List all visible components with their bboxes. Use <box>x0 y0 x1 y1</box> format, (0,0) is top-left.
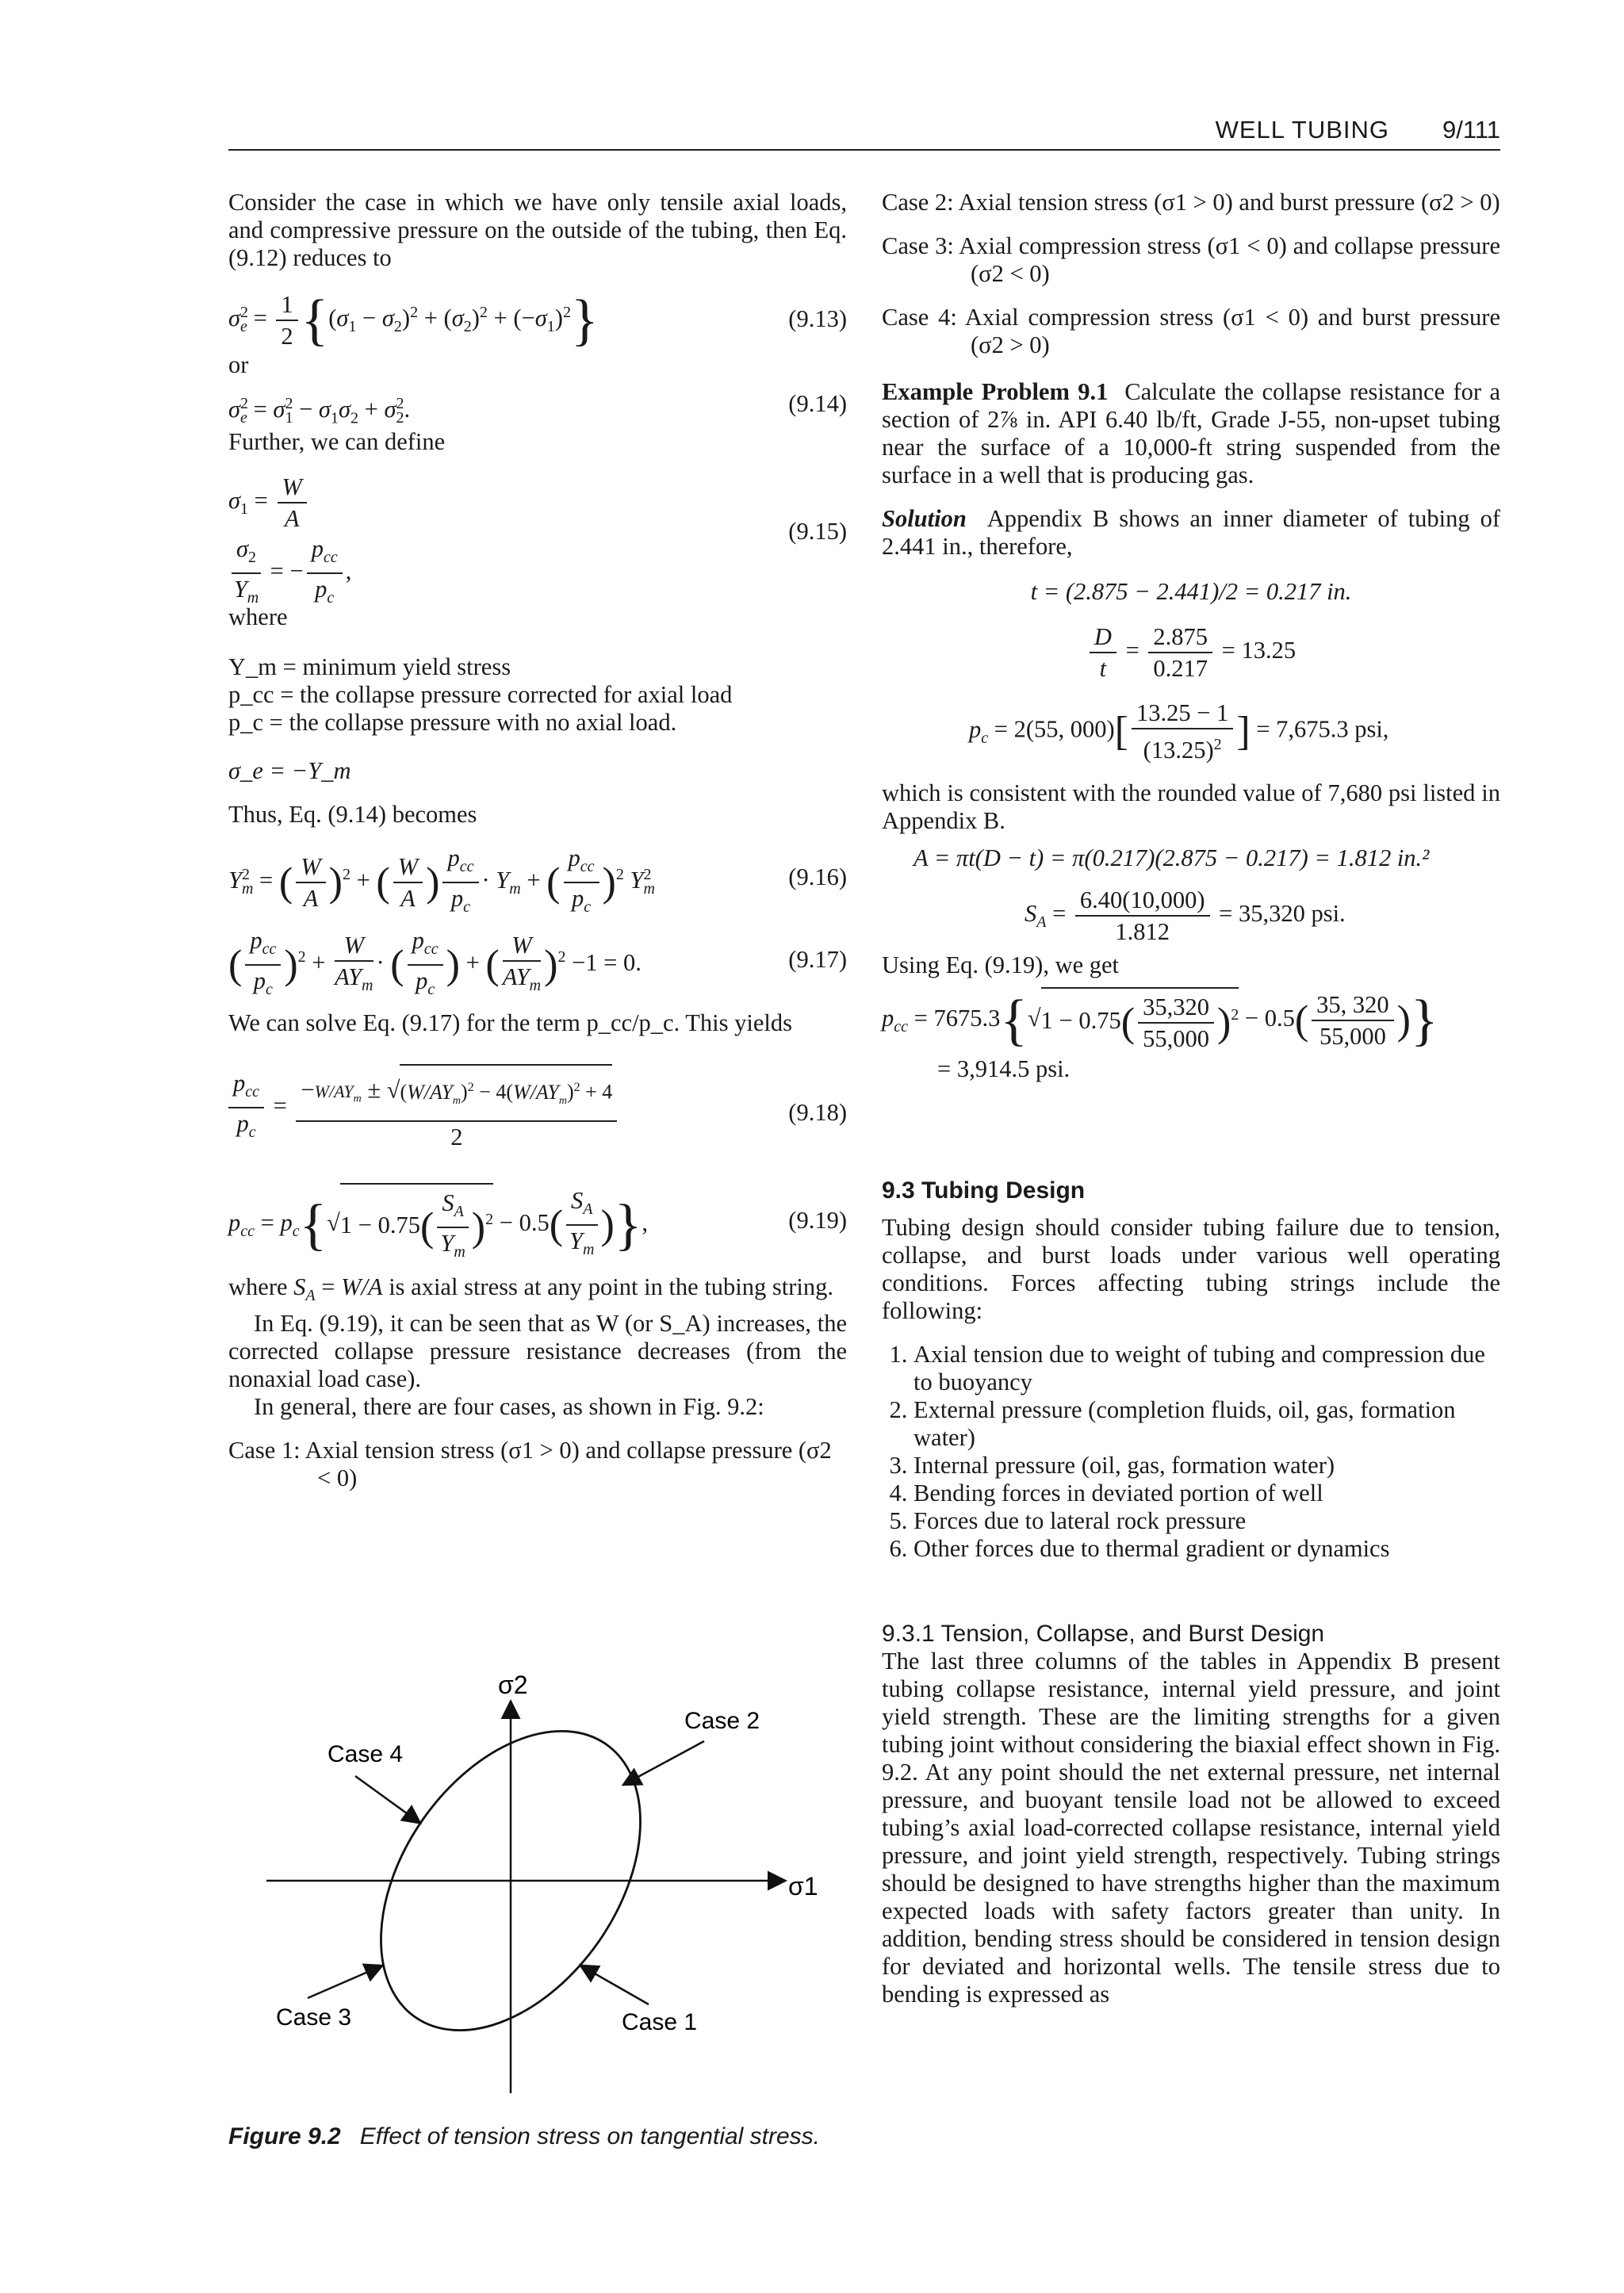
calc-pcc-result: = 3,914.5 psi. <box>937 1055 1071 1083</box>
list-item: 3. Internal pressure (oil, gas, formation water) <box>914 1452 1500 1480</box>
eq919-paragraph: In Eq. (9.19), it can be seen that as W (or S_A) increases, the corrected collapse pressure resistance decreases (from the nonaxial load case). <box>228 1310 847 1393</box>
calc-pcc: $p_{cc} = 7675.3\{√1 - 0.75$( $\frac{35,320}{55,000}$ )$^2$ − 0.5( $\frac{35, 320}{55,000}$ )} <box>882 988 1438 1053</box>
case-4-arrow <box>355 1776 419 1822</box>
stress-ellipse-diagram <box>228 1665 847 2109</box>
four-cases-paragraph: In general, there are four cases, as shown in Fig. 9.2: <box>254 1393 764 1421</box>
case-3-text: Case 3: Axial compression stress (σ1 < 0) and collapse pressure (σ2 < 0) <box>882 232 1500 287</box>
calc-sa: $S_A$ = $\frac{6.40(10,000)}{1.812}$ = 35,320 psi. <box>1025 886 1346 946</box>
case-3-arrow <box>308 1966 381 1998</box>
thus-text: Thus, Eq. (9.14) becomes <box>228 801 477 828</box>
where-text: where <box>228 603 288 630</box>
section-paragraph: Tubing design should consider tubing failure due to tension, collapse, and burst loads under various well operating conditions. Forces affecting tubing strings include the following: <box>882 1214 1500 1325</box>
definition-pc: p_c = the collapse pressure with no axial load. <box>228 709 677 736</box>
where-sa-rest: is axial stress at any point in the tubing string. <box>389 1273 833 1300</box>
case-3-label: Case 3 <box>276 2004 352 2031</box>
eq-label-9-18: (9.18) <box>788 1099 847 1126</box>
solution-paragraph <box>882 505 1500 561</box>
solution-label: Solution <box>882 505 967 532</box>
forces-list <box>882 1341 1500 1563</box>
example-text: Calculate the collapse resistance for a section of 2⅞ in. API 6.40 lb/ft, Grade J-55, non-upset tubing near the surface of a 10,000-ft string suspended from the surface in a well that is producing gas. <box>882 378 1500 488</box>
sigma1-label: σ1 <box>788 1872 818 1901</box>
right-column <box>882 189 1500 2008</box>
case-2-arrow <box>625 1741 704 1784</box>
example-problem <box>882 378 1500 489</box>
further-text: Further, we can define <box>228 428 446 455</box>
case-2-text: Case 2: Axial tension stress (σ1 > 0) and burst pressure (σ2 > 0) <box>882 189 1500 216</box>
figure-caption <box>228 2123 820 2150</box>
section-title: 9.3 Tubing Design <box>882 1177 1086 1204</box>
solution-text: Appendix B shows an inner diameter of tubing of 2.441 in., therefore, <box>882 505 1500 560</box>
calc-dt-value: = 13.25 <box>1221 637 1297 664</box>
left-column <box>228 189 847 1492</box>
definition-ym: Y_m = minimum yield stress <box>228 653 511 680</box>
equation-9-18: $\frac{p_{cc}}{p_c}$ = $\frac{-W/AY_m \pm √(W/AY_m)^2 - 4(W/AY_m)^2 + 4}{2}$ (9.18) <box>228 1064 847 1166</box>
equation-9-17: ( $\frac{p_{cc}}{p_c}$ )$^2$ + $\frac{W}{AY_m}$ · ( $\frac{p_{cc}}{p_c}$ ) + ( $\frac{W}{AY_m}$ )$^2$ −1 = 0. (9.17) <box>228 927 847 999</box>
figure-caption-text: Effect of tension stress on tangential stress. <box>359 2123 821 2149</box>
list-item: 5. Forces due to lateral rock pressure <box>914 1507 1500 1535</box>
case-4-text: Case 4: Axial compression stress (σ1 < 0) and burst pressure (σ2 > 0) <box>882 304 1500 358</box>
list-item: 6. Other forces due to thermal gradient or dynamics <box>914 1535 1500 1563</box>
equation-9-13: $\sigma^2_e$ = $\frac{1}{2}$ $\{(\sigma_1 - \sigma_2)^2 + (\sigma_2)^2 + (-\sigma_1)^2\}$ (9.13) <box>228 288 847 352</box>
definition-pcc: p_cc = the collapse pressure corrected for axial load <box>228 681 733 708</box>
calc-d-over-t: $\frac{D}{t}$ = $\frac{2.875}{0.217}$ = 13.25 <box>882 622 1500 683</box>
equation-9-16: $Y^2_m$ = ( $\frac{W}{A}$ )$^2$ + ( $\frac{W}{A}$ ) $\frac{p_{cc}}{p_c}$ · $Y_m$ + ( $\frac{p_{cc}}{p_c}$ )$^2$ $Y^2_m$ (9.16) <box>228 844 847 917</box>
calc-sa-value: = 35,320 psi. <box>1219 900 1346 928</box>
calc-pc-value: = 7,675.3 psi, <box>1256 715 1389 743</box>
where-sa-text: where $S_A = W/A$ is axial stress at any point in the tubing string. <box>228 1273 833 1305</box>
case-1-arrow <box>582 1966 649 2004</box>
figure-label: Figure 9.2 <box>228 2123 341 2149</box>
case-1-label: Case 1 <box>622 2009 698 2035</box>
equation-9-19: $p_{cc} = p_c\{√1 - 0.75$( $\frac{S_A}{Y_m}$ )$^2$ − 0.5( $\frac{S_A}{Y_m}$ )}, (9.19) <box>228 1183 847 1259</box>
header-rule <box>228 149 1500 151</box>
or-text: or <box>228 351 249 378</box>
subsection-title: 9.3.1 Tension, Collapse, and Burst Design <box>882 1621 1325 1648</box>
eq-label-9-14: (9.14) <box>788 390 847 417</box>
calc-pc: $p_c = 2(55$, 000)[ $\frac{13.25 - 1}{(13.25)^2}$ ] = 7,675.3 psi, <box>969 699 1389 764</box>
equation-9-14: $\sigma^2_e = \sigma^2_1 - \sigma_1\sigma_2 + \sigma^2_2$. (9.14) <box>228 390 847 427</box>
calc-area: A = πt(D − t) = π(0.217)(2.875 − 0.217) = 1.812 in.² <box>914 844 1430 872</box>
running-header <box>228 116 1500 151</box>
eq-label-9-15: (9.15) <box>788 518 847 545</box>
list-item: 2. External pressure (completion fluids, oil, gas, formation water) <box>914 1396 1500 1452</box>
sigma2-label: σ2 <box>498 1671 528 1699</box>
consistent-paragraph: which is consistent with the rounded value of 7,680 psi listed in Appendix B. <box>882 779 1500 835</box>
using-text: Using Eq. (9.19), we get <box>882 951 1120 979</box>
eq-label-9-19: (9.19) <box>788 1207 847 1234</box>
equation-9-15: $\sigma_1$ = $\frac{W}{A}$ $\frac{\sigma_2}{Y_m}$ = − $\frac{p_{cc}}{p_c}$ , (9.15) <box>228 473 847 607</box>
case-1-text: Case 1: Axial tension stress (σ1 > 0) and collapse pressure (σ2 < 0) <box>228 1437 832 1492</box>
solve-text: We can solve Eq. (9.17) for the term p_cc/p_c. This yields <box>228 1009 792 1036</box>
intro-paragraph: Consider the case in which we have only tensile axial loads, and compressive pressure on the outside of the tubing, then Eq. (9.12) reduces to <box>228 189 847 271</box>
case-4-label: Case 4 <box>327 1741 404 1767</box>
list-item: 1. Axial tension due to weight of tubing and compression due to buoyancy <box>914 1341 1500 1396</box>
eq-label-9-16: (9.16) <box>788 863 847 890</box>
example-label: Example Problem 9.1 <box>882 378 1109 405</box>
page-number: 9/111 <box>1442 116 1500 144</box>
subsection-paragraph: The last three columns of the tables in Appendix B present tubing collapse resistance, internal yield pressure, and joint yield strength. These are the limiting strengths for a given tubing joint without considering the biaxial effect shown in Fig. 9.2. At any point should the net external pressure, net internal pressure, and buoyant tensile load not be allowed to exceed tubing’s axial load-corrected collapse resistance, internal yield pressure, and joint yield strength, respectively. Tubing strings should be designed to have strengths higher than the maximum expected loads with safety factors greater than unity. In addition, bending stress should be considered in tension design for deviated and horizontal wells. The tensile stress due to bending is expressed as <box>882 1648 1500 2008</box>
eq-label-9-13: (9.13) <box>788 305 847 332</box>
list-item: 4. Bending forces in deviated portion of well <box>914 1480 1500 1507</box>
eq-label-9-17: (9.17) <box>788 946 847 973</box>
sigma-e-definition: σ_e = −Y_m <box>228 757 351 784</box>
calc-thickness: t = (2.875 − 2.441)/2 = 0.217 in. <box>1030 578 1352 605</box>
case-2-label: Case 2 <box>684 1708 760 1734</box>
running-title: WELL TUBING <box>1215 116 1389 144</box>
